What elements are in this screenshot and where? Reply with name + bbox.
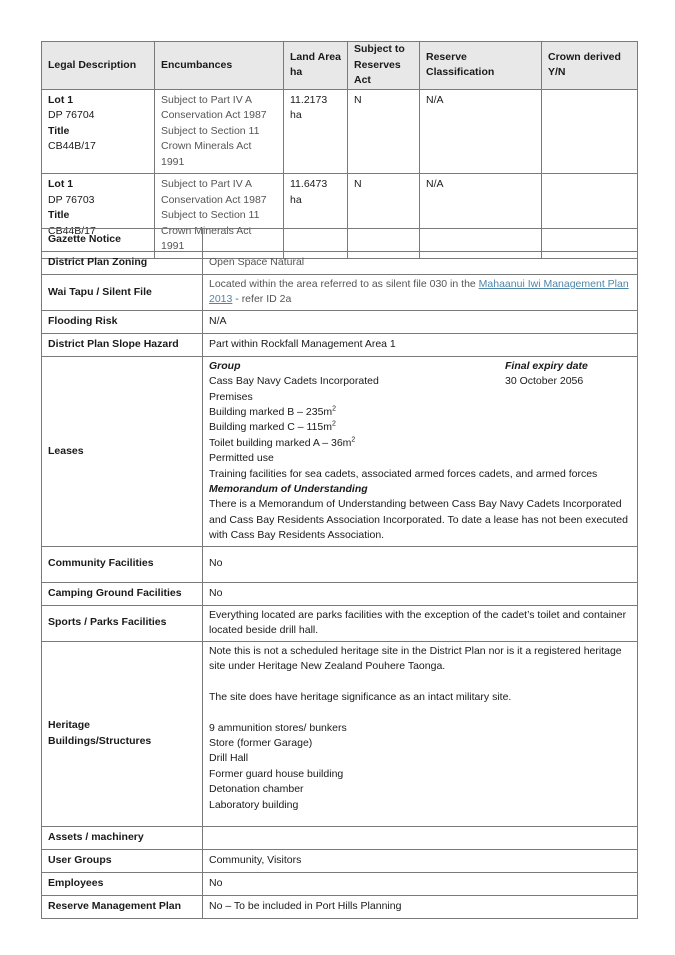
label-flooding-risk: Flooding Risk xyxy=(42,310,203,333)
value-wai-tapu xyxy=(203,275,638,311)
encumbrance-line: Crown Minerals Act 1991 xyxy=(161,140,252,168)
row-sports-parks xyxy=(42,605,638,641)
value-district-plan-zoning: Open Space Natural xyxy=(203,252,638,275)
reserves-act-cell: N xyxy=(348,89,420,174)
building-b xyxy=(209,405,631,420)
label-gazette-notice: Gazette Notice xyxy=(42,229,203,252)
superscript: 2 xyxy=(331,420,336,428)
permitted-use: Training facilities for sea cadets, associated armed forces cadets, and armed forces xyxy=(209,467,598,480)
row-wai-tapu xyxy=(42,275,638,311)
building-a-text: Toilet building marked A – 36m xyxy=(209,436,352,449)
premises-heading: Premises xyxy=(209,390,253,403)
classification-cell: N/A xyxy=(420,174,542,259)
encumbrance-line: Conservation Act 1987 xyxy=(161,109,267,121)
header-encumbrances: Encumbances xyxy=(155,42,284,90)
header-land-area: Land Area ha xyxy=(284,42,348,90)
group-heading: Group xyxy=(209,359,241,372)
classification-cell: N/A xyxy=(420,89,542,174)
heritage-note: Note this is not a scheduled heritage site in the District Plan nor is it a registered heritage site under Heritage New Zealand Pouhere Taonga. xyxy=(209,644,622,672)
row-user-groups xyxy=(42,849,638,872)
row-employees xyxy=(42,872,638,895)
value-sports-parks: Everything located are parks facilities with the exception of the cadet’s toilet and container located beside drill hall. xyxy=(203,605,638,641)
heritage-item: Former guard house building xyxy=(209,767,344,780)
heritage-label-line: Buildings/Structures xyxy=(48,734,152,747)
dp: DP 76703 xyxy=(48,193,95,206)
heritage-item: 9 ammunition stores/ bunkers xyxy=(209,721,347,734)
label-wai-tapu: Wai Tapu / Silent File xyxy=(42,275,203,311)
building-c xyxy=(209,420,631,435)
row-leases xyxy=(42,356,638,546)
wai-tapu-text: Located within the area referred to as silent file 030 in the xyxy=(209,278,479,290)
row-heritage xyxy=(42,641,638,826)
encumbrance-line: Subject to Part IV A xyxy=(161,178,253,190)
heritage-item: Store (former Garage) xyxy=(209,736,313,749)
encumbrance-line: Subject to Section 11 xyxy=(161,124,260,137)
lease-group-row xyxy=(209,374,631,389)
label-reserve-management-plan: Reserve Management Plan xyxy=(42,895,203,918)
label-sports-parks: Sports / Parks Facilities xyxy=(42,605,203,641)
permitted-use-heading: Permitted use xyxy=(209,452,274,465)
row-reserve-management-plan xyxy=(42,895,638,918)
reserve-details-table xyxy=(41,228,638,919)
land-area-cell: 11.2173 ha xyxy=(284,89,348,174)
lease-expiry: 30 October 2056 xyxy=(505,375,584,388)
row-slope-hazard xyxy=(42,333,638,356)
lot: Lot 1 xyxy=(48,178,74,190)
value-user-groups: Community, Visitors xyxy=(203,849,638,872)
row-district-plan-zoning xyxy=(42,252,638,275)
label-camping-ground: Camping Ground Facilities xyxy=(42,582,203,605)
wai-tapu-ref: - refer ID 2a xyxy=(232,293,292,306)
header-subject-to-reserves-act: Subject to Reserves Act xyxy=(348,42,420,90)
label-slope-hazard: District Plan Slope Hazard xyxy=(42,333,203,356)
mou-heading: Memorandum of Understanding xyxy=(209,483,368,496)
encumbrance-line: Conservation Act 1987 xyxy=(161,193,267,206)
heritage-item: Detonation chamber xyxy=(209,783,304,796)
label-community-facilities: Community Facilities xyxy=(42,546,203,582)
encumbrance-line: Subject to Part IV A xyxy=(161,93,253,106)
table-row xyxy=(42,89,638,174)
header-row xyxy=(42,42,638,90)
header-crown-derived: Crown derived Y/N xyxy=(542,42,638,90)
label-district-plan-zoning: District Plan Zoning xyxy=(42,252,203,275)
legal-cell xyxy=(42,89,155,174)
legal-description-table xyxy=(41,41,638,259)
value-assets-machinery xyxy=(203,826,638,849)
label-employees: Employees xyxy=(42,872,203,895)
building-b-text: Building marked B – 235m xyxy=(209,406,333,419)
label-leases: Leases xyxy=(42,356,203,546)
lease-group: Cass Bay Navy Cadets Incorporated xyxy=(209,375,379,388)
heritage-label-line: Heritage xyxy=(48,719,91,732)
encumbrance-line: Crown Minerals Act 1991 xyxy=(161,224,252,252)
value-flooding-risk: N/A xyxy=(203,310,638,333)
title-ref: CB44B/17 xyxy=(48,140,96,152)
value-community-facilities: No xyxy=(203,546,638,582)
building-c-text: Building marked C – 115m xyxy=(209,421,332,434)
title-ref: CB44B/17 xyxy=(48,224,96,237)
mou-text: There is a Memorandum of Understanding between Cass Bay Navy Cadets Incorporated and Cass Bay Residents Association Incorporated. To date a lease has not been executed with Cass Bay Residents Association. xyxy=(209,498,628,542)
label-heritage xyxy=(42,641,203,826)
mahaanui-plan-link[interactable]: Mahaanui Iwi Management Plan 2013 xyxy=(209,278,629,306)
lease-heading-row xyxy=(209,359,631,374)
value-gazette-notice xyxy=(203,229,638,252)
value-reserve-management-plan: No – To be included in Port Hills Planning xyxy=(203,895,638,918)
header-legal-description: Legal Description xyxy=(42,42,155,90)
row-assets-machinery xyxy=(42,826,638,849)
value-employees: No xyxy=(203,872,638,895)
building-a xyxy=(209,436,631,451)
row-community-facilities xyxy=(42,546,638,582)
label-assets-machinery: Assets / machinery xyxy=(42,826,203,849)
expiry-heading: Final expiry date xyxy=(505,359,588,372)
heritage-item: Drill Hall xyxy=(209,752,249,765)
dp: DP 76704 xyxy=(48,109,95,121)
row-camping-ground xyxy=(42,582,638,605)
land-area-cell: 11.6473 ha xyxy=(284,174,348,259)
lot: Lot 1 xyxy=(48,93,74,106)
superscript: 2 xyxy=(351,436,356,444)
reserves-act-cell: N xyxy=(348,174,420,259)
header-reserve-classification: Reserve Classification xyxy=(420,42,542,90)
value-leases xyxy=(203,356,638,546)
heritage-significance: The site does have heritage significance as an intact military site. xyxy=(209,690,512,703)
title: Title xyxy=(48,124,70,137)
title: Title xyxy=(48,209,70,221)
superscript: 2 xyxy=(332,405,337,413)
crown-cell xyxy=(542,89,638,174)
heritage-item: Laboratory building xyxy=(209,798,299,811)
value-camping-ground: No xyxy=(203,582,638,605)
value-slope-hazard: Part within Rockfall Management Area 1 xyxy=(203,333,638,356)
encumbrances-cell xyxy=(155,89,284,174)
row-flooding-risk xyxy=(42,310,638,333)
encumbrance-line: Subject to Section 11 xyxy=(161,209,260,221)
row-gazette-notice xyxy=(42,229,638,252)
label-user-groups: User Groups xyxy=(42,849,203,872)
value-heritage xyxy=(203,641,638,826)
